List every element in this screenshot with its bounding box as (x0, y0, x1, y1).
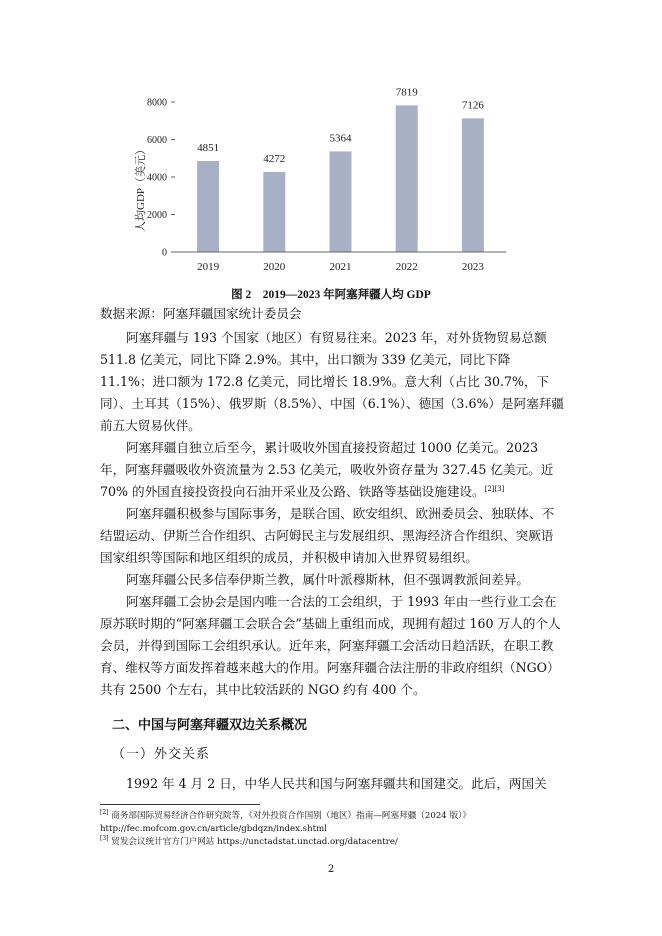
footnote-3-mark: [3] (100, 835, 109, 843)
body-text-2 (100, 773, 564, 795)
footnote-3 (100, 836, 570, 849)
gdp-bar-chart (130, 85, 510, 285)
data-label-2019: 4851 (197, 142, 220, 155)
footnote-divider (100, 804, 260, 805)
y-tick-label: 2000 (147, 210, 167, 221)
y-axis-label: 人均GDP（美元） (135, 143, 147, 233)
y-tick-label: 6000 (147, 135, 167, 146)
footnote-refs: [2][3] (484, 484, 505, 493)
page-number: 2 (327, 864, 335, 875)
bar-2021 (330, 151, 352, 252)
paragraph-trade-union: 阿塞拜疆工会协会是国内唯一合法的工会组织，于 1993 年由一些行业工会在原苏联时期的“阿塞拜疆工会联合会”基础上重组而成，现拥有超过 160 万人的个人会员，并得到国际工会组织承认。近年来，阿塞拜疆工会活动日趋活跃，在职工教育、维权等方面发挥着越来越大的作用。阿塞拜疆合法注册的非政府组织（NGO）共有 2500 个左右，其中比较活跃的 NGO 约有 400 个。 (100, 594, 561, 697)
data-label-2021: 5364 (329, 132, 352, 145)
paragraph-diplomacy: 1992 年 4 月 2 日，中华人民共和国与阿塞拜疆共和国建交。此后，两国关 (126, 776, 547, 791)
footnote-2-url[interactable]: http://fec.mofcom.gov.cn/article/gbdqzn/index.shtml (100, 824, 327, 834)
data-label-2023: 7126 (461, 99, 484, 112)
subsection-heading: （一）外交关系 (112, 747, 211, 762)
y-tick-label: 4000 (147, 172, 167, 184)
section-heading: 二、中国与阿塞拜疆双边关系概况 (112, 718, 308, 733)
paragraph-trade: 阿塞拜疆与 193 个国家（地区）有贸易往来。2023 年，对外货物贸易总额 511.8 亿美元，同比下降 2.9%。其中，出口额为 339 亿美元，同比下降 11.1%；进口额为 172.8 亿美元，同比增长 18.9%。意大利（占比 30.7%，下同）、土耳其（15%）、俄罗斯（8.5%）、中国（6.1%）、德国（3.6%）是阿塞拜疆前五大贸易伙伴。 (100, 330, 564, 433)
data-label-2020: 4272 (263, 152, 286, 165)
footnotes (100, 810, 570, 849)
x-tick-label-2023: 2023 (461, 261, 484, 273)
source-note: 数据来源：阿塞拜疆国家统计委员会 (100, 306, 302, 321)
footnote-2 (100, 810, 570, 823)
bar-2019 (197, 161, 219, 252)
footnote-3-text: 贸发会议统计官方门户网站 https://unctadstat.unctad.org/datacentre/ (111, 837, 398, 847)
figure-caption: 图 2 2019—2023 年阿塞拜疆人均 GDP (231, 289, 431, 301)
x-tick-label-2021: 2021 (329, 261, 352, 273)
paragraph-religion: 阿塞拜疆公民多信奉伊斯兰教，属什叶派穆斯林，但不强调教派间差异。 (126, 572, 529, 587)
bar-2020 (263, 172, 285, 252)
bar-2023 (462, 118, 484, 252)
x-tick-label-2019: 2019 (197, 261, 220, 273)
y-tick-label: 8000 (147, 97, 167, 109)
paragraph-international-affairs: 阿塞拜疆积极参与国际事务，是联合国、欧安组织、欧洲委员会、独联体、不结盟运动、伊斯兰合作组织、古阿姆民主与发展组织、黑海经济合作组织、突厥语国家组织等国际和地区组织的成员，并积极申请加入世界贸易组织。 (100, 506, 555, 565)
paragraph-investment (100, 437, 564, 503)
paragraph-investment-text: 阿塞拜疆自独立后至今，累计吸收外国直接投资超过 1000 亿美元。2023 年，阿塞拜疆吸收外资流量为 2.53 亿美元，吸收外资存量为 327.45 亿美元。近 70% 的外国直接投资投向石油开采业及公路、铁路等基础设施建设。 (100, 440, 554, 499)
x-tick-label-2022: 2022 (395, 261, 418, 273)
footnote-2-mark: [2] (100, 809, 109, 817)
x-tick-label-2020: 2020 (263, 261, 286, 273)
bar-2022 (396, 105, 418, 252)
data-label-2022: 7819 (395, 86, 418, 99)
y-tick-label: 0 (162, 247, 167, 259)
figure-source (100, 303, 564, 325)
body-text-1 (100, 327, 564, 701)
footnote-2-text: 商务部国际贸易经济合作研究院等，《对外投资合作国别（地区）指南—阿塞拜疆（2024 版）》 (111, 811, 471, 821)
